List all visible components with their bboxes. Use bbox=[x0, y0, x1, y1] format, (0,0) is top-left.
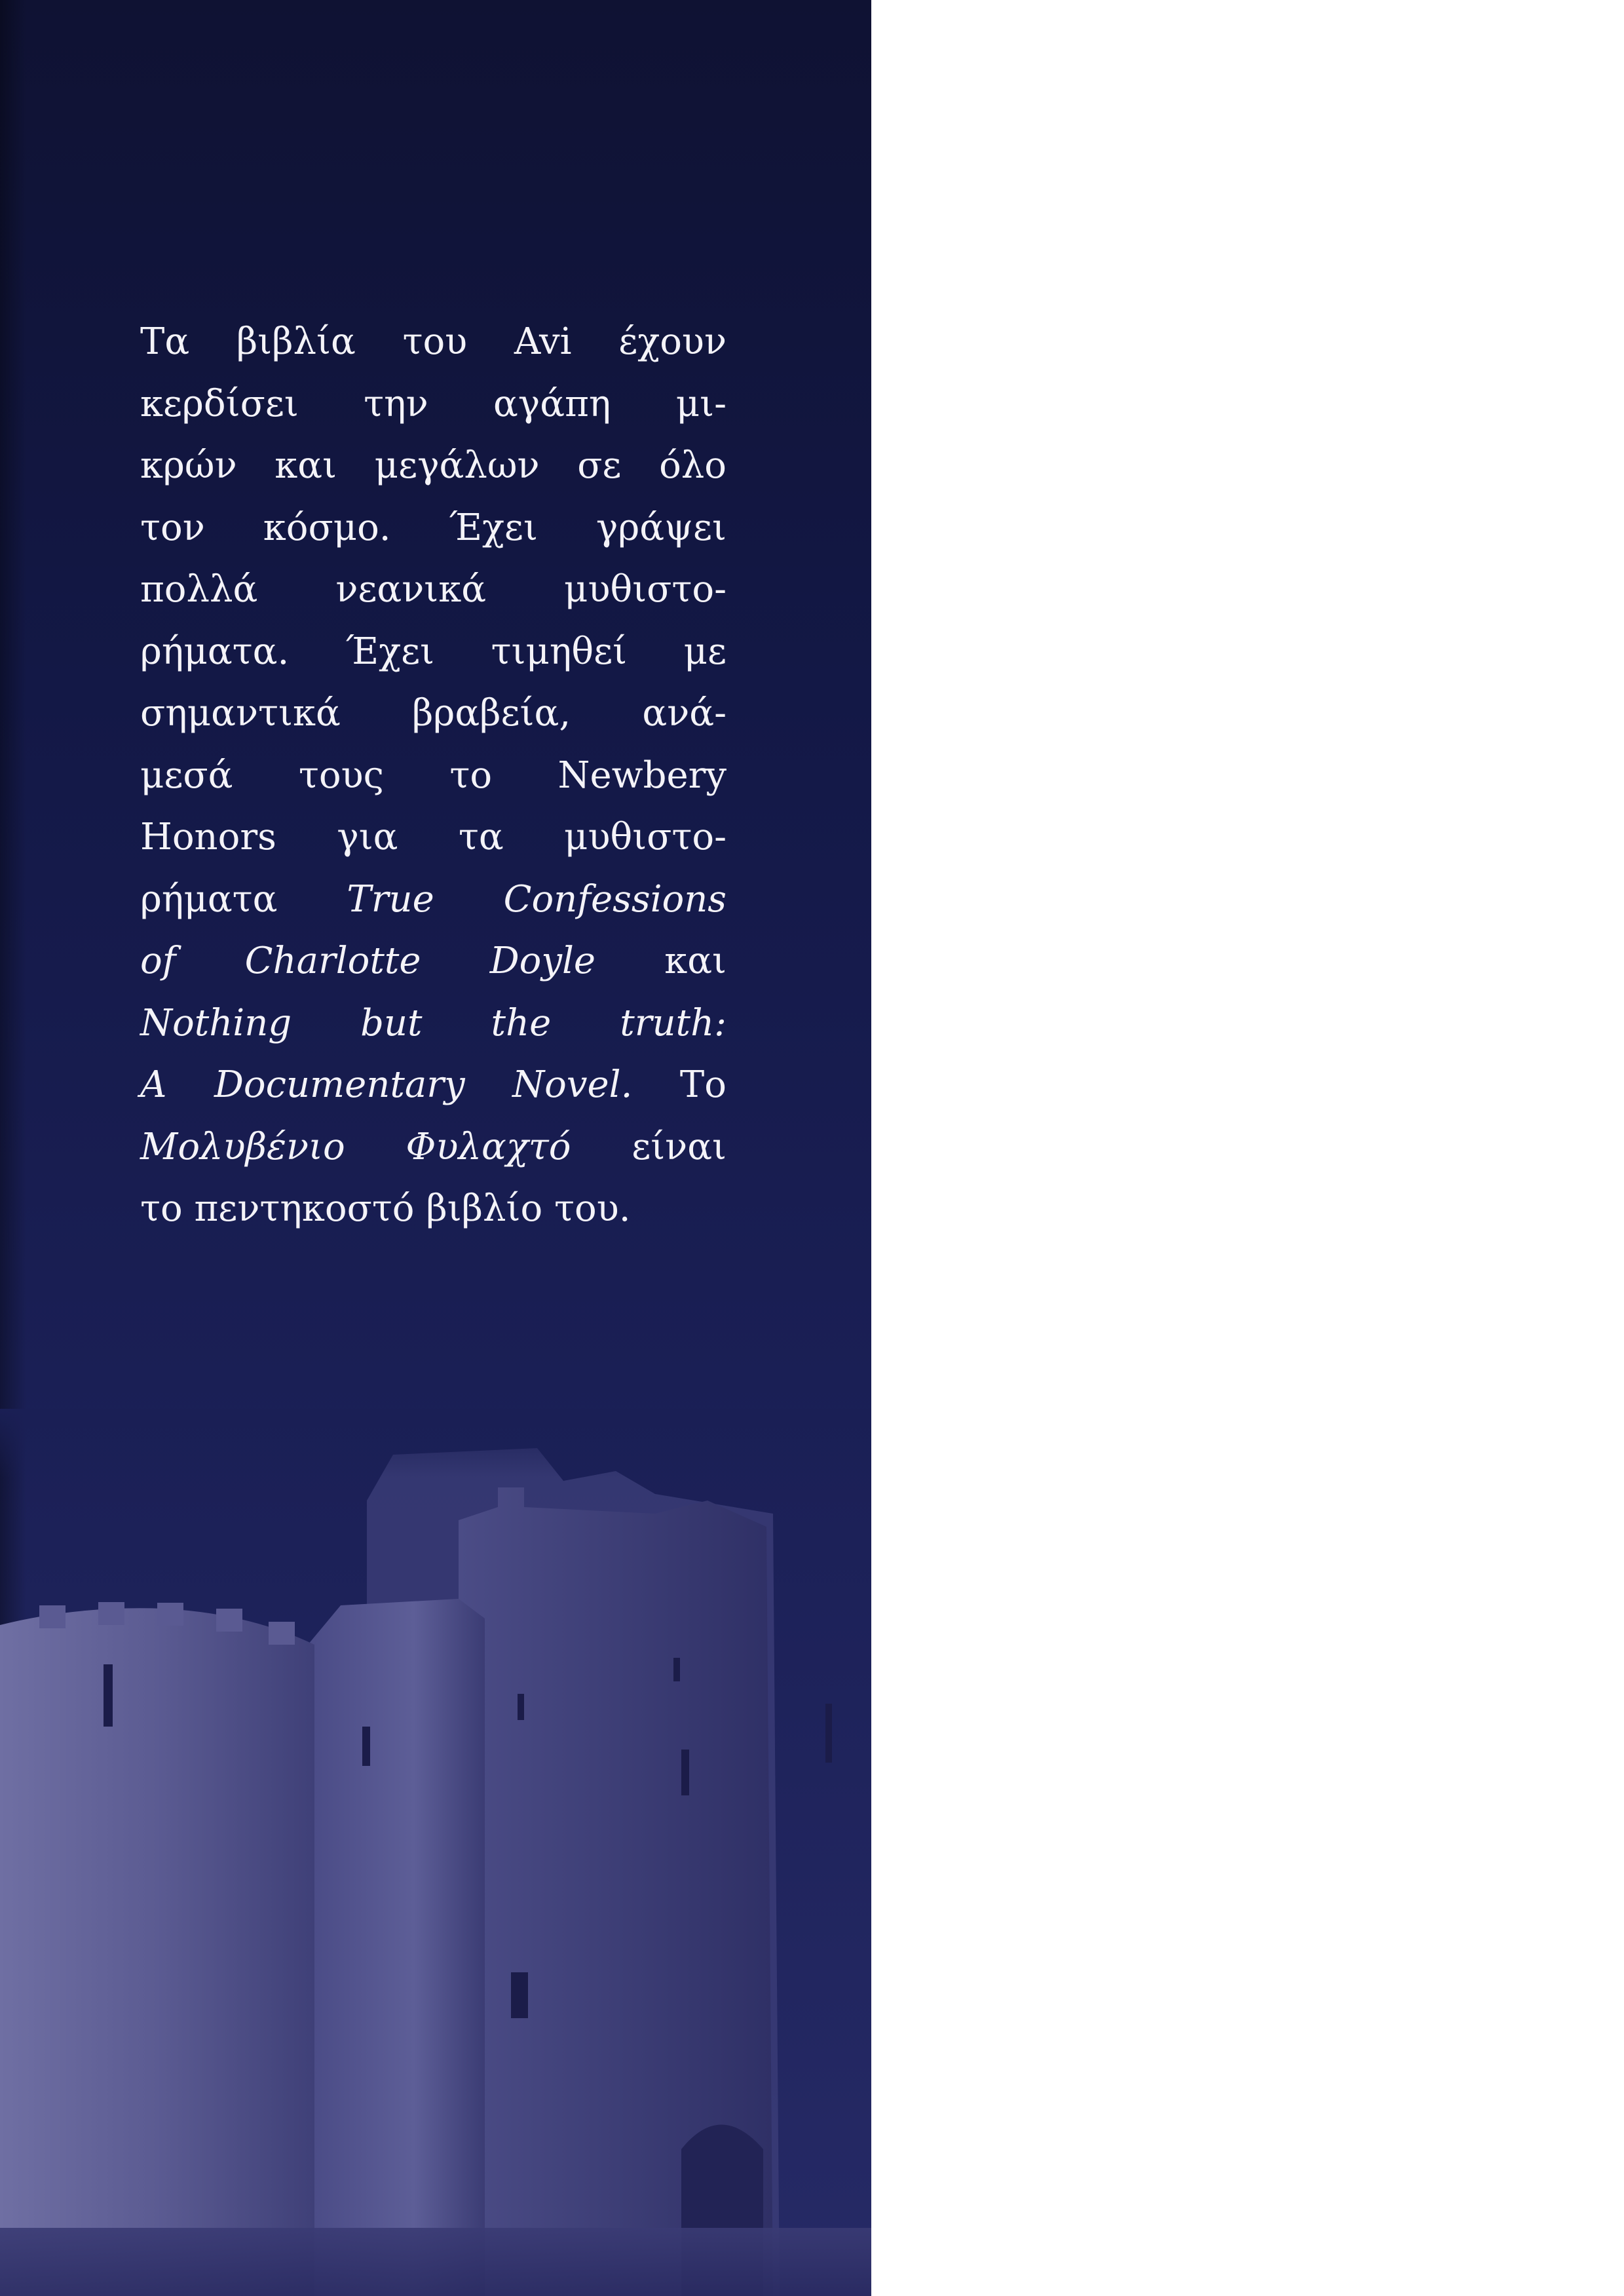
bio-line bbox=[140, 745, 727, 807]
bio-line bbox=[140, 930, 727, 993]
bio-text: είναι bbox=[571, 1125, 727, 1168]
bio-text: ρήματα bbox=[140, 877, 347, 921]
book-title-text: Nothing but the truth: bbox=[140, 1001, 727, 1044]
bio-line bbox=[140, 683, 727, 745]
bio-line bbox=[140, 621, 727, 683]
bio-line bbox=[140, 993, 727, 1055]
book-title-text: of Charlotte Doyle bbox=[140, 940, 596, 982]
author-bio bbox=[140, 311, 727, 1240]
bio-line bbox=[140, 1054, 727, 1117]
bio-text: και bbox=[595, 940, 727, 982]
courtyard-ground bbox=[0, 2228, 871, 2296]
bio-text: κερδίσει την αγάπη μι- bbox=[140, 382, 727, 425]
bio-text: Τα βιβλία του Avi έχουν bbox=[140, 320, 727, 363]
bio-text: πολλά νεανικά μυθιστο- bbox=[140, 568, 727, 611]
bio-line bbox=[140, 311, 727, 373]
bio-line bbox=[140, 1117, 727, 1179]
left-round-tower bbox=[0, 1608, 314, 2296]
sky-fade bbox=[0, 1409, 871, 1684]
center-wall bbox=[308, 1599, 485, 2296]
bio-text: σημαντικά βραβεία, ανά- bbox=[140, 692, 727, 735]
book-title-text: Μολυβένιο Φυλαχτό bbox=[140, 1125, 571, 1168]
bio-line bbox=[140, 497, 727, 560]
bio-text: το πεντηκοστό βιβλίο του. bbox=[140, 1187, 631, 1230]
castle-photo bbox=[0, 1409, 871, 2296]
bio-text: Honors για τα μυθιστο- bbox=[140, 816, 727, 858]
bio-line bbox=[140, 869, 727, 931]
bio-text: μεσά τους το Newbery bbox=[140, 754, 727, 797]
bio-line bbox=[140, 373, 727, 436]
book-title-text: A Documentary Novel. bbox=[140, 1063, 633, 1106]
bio-text: κρών και μεγάλων σε όλο bbox=[140, 444, 727, 487]
book-title-text: True Confessions bbox=[347, 877, 727, 921]
bio-text: τον κόσμο. Έχει γράψει bbox=[140, 506, 727, 549]
bio-line bbox=[140, 435, 727, 497]
bio-text: ρήματα. Έχει τιμηθεί με bbox=[140, 630, 727, 673]
bio-line bbox=[140, 807, 727, 869]
bio-line bbox=[140, 559, 727, 621]
bio-text: Το bbox=[632, 1063, 727, 1106]
bio-line bbox=[140, 1178, 727, 1240]
